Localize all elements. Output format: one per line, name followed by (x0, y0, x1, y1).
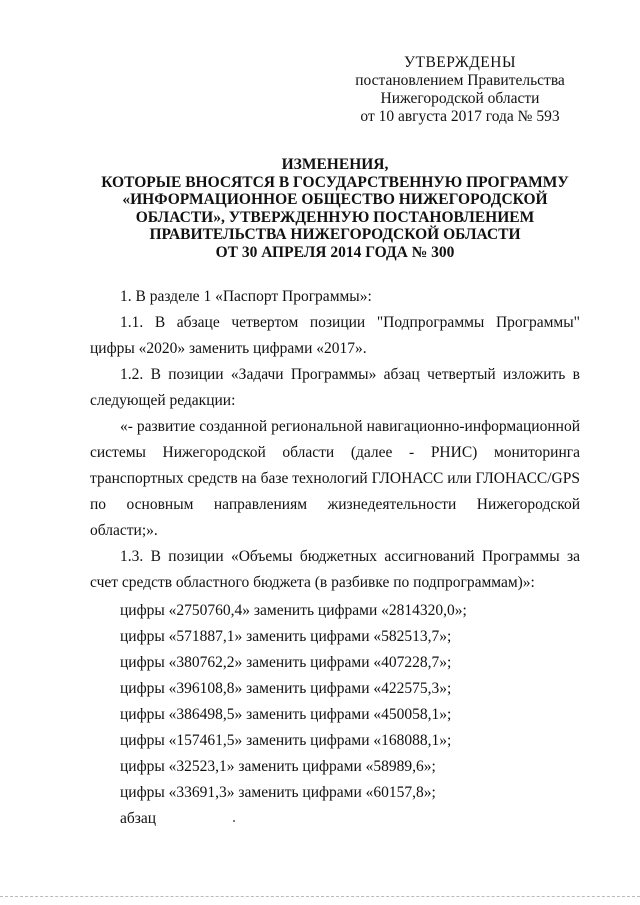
replacement-item: цифры «32523,1» заменить цифрами «58989,6»; (120, 758, 436, 775)
paragraph-1-3: 1.3. В позиции «Объемы бюджетных ассигнований Программы за счет средств областного бюджета (в разбивке по подпрограммам)»: (90, 548, 580, 591)
document-body (90, 284, 580, 832)
approval-date-number: от 10 августа 2017 года № 593 (360, 108, 560, 125)
replacement-item: цифры «380762,2» заменить цифрами «407228,7»; (120, 654, 452, 671)
approval-block (330, 54, 590, 126)
replacement-item: цифры «386498,5» заменить цифрами «450058,1»; (120, 706, 452, 723)
document-title (70, 156, 600, 261)
title-line: «ИНФОРМАЦИОННОЕ ОБЩЕСТВО НИЖЕГОРОДСКОЙ (122, 191, 548, 208)
approval-line: Нижегородской области (380, 90, 540, 107)
title-line: ОТ 30 АПРЕЛЯ 2014 ГОДА № 300 (215, 243, 455, 261)
paragraph-1-2: 1.2. В позиции «Задачи Программы» абзац четвертый изложить в следующей редакции: (90, 366, 580, 409)
title-line: ИЗМЕНЕНИЯ, (281, 156, 389, 173)
title-line: ОБЛАСТИ», УТВЕРЖДЕННУЮ ПОСТАНОВЛЕНИЕМ (135, 208, 535, 226)
title-line: КОТОРЫЕ ВНОСЯТСЯ В ГОСУДАРСТВЕННУЮ ПРОГРАММУ (101, 173, 569, 191)
replacement-item: цифры «33691,3» заменить цифрами «60157,8»; (120, 784, 436, 801)
scan-edge-line (0, 896, 640, 897)
scan-speck (233, 820, 235, 822)
paragraph-1-1: 1.1. В абзаце четвертом позиции "Подпрограммы Программы" цифры «2020» заменить цифрами «2017». (90, 314, 580, 357)
replacement-item: цифры «571887,1» заменить цифрами «582513,7»; (120, 628, 452, 645)
quoted-text: «- развитие созданной региональной навигационно-информационной системы Нижегородской области (далее - РНИС) мониторинга транспортных средств на базе технологий ГЛОНАСС или ГЛОНАСС/GPS по основным направлениям жизнедеятельности Нижегородской области;». (90, 418, 580, 539)
approval-heading: УТВЕРЖДЕНЫ (404, 54, 516, 71)
paragraph-section-1: 1. В разделе 1 «Паспорт Программы»: (120, 288, 372, 305)
last-line: абзац (120, 810, 157, 827)
replacement-item: цифры «396108,8» заменить цифрами «422575,3»; (120, 680, 452, 697)
title-line: ПРАВИТЕЛЬСТВА НИЖЕГОРОДСКОЙ ОБЛАСТИ (149, 226, 521, 243)
replacement-item: цифры «157461,5» заменить цифрами «168088,1»; (120, 732, 452, 749)
replacement-item: цифры «2750760,4» заменить цифрами «2814320,0»; (120, 602, 467, 619)
approval-line: постановлением Правительства (355, 72, 565, 89)
